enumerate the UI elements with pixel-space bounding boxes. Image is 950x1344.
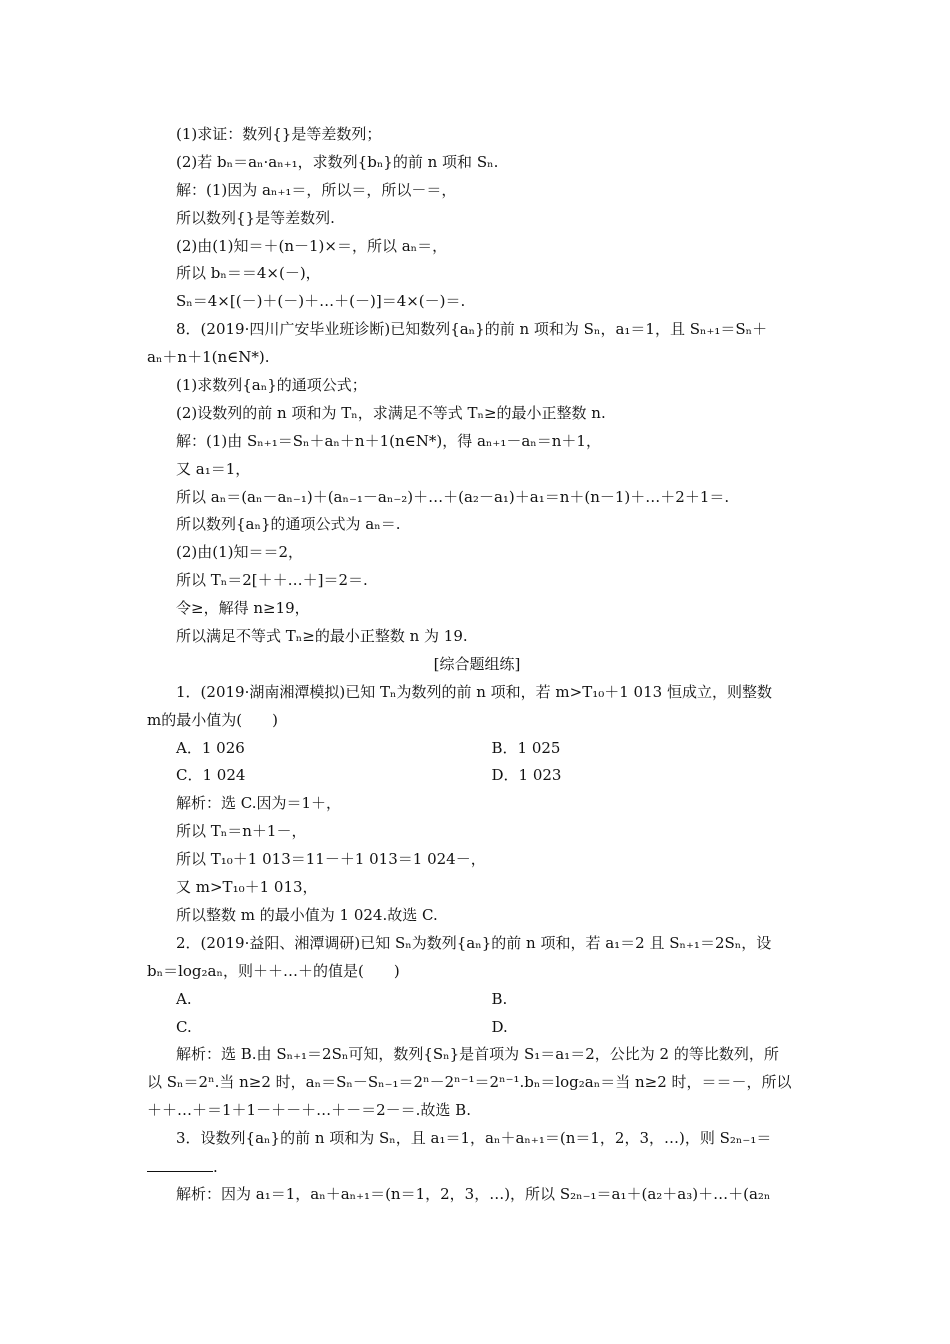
blank-tail: . bbox=[213, 1157, 218, 1176]
answer-blank bbox=[147, 1153, 213, 1172]
option-c: C. bbox=[176, 1017, 192, 1036]
problem-8-line: 8．(2019·四川广安毕业班诊断)已知数列{aₙ}的前 n 项和为 Sₙ，a₁＝1，且 Sₙ₊₁＝Sₙ＋ bbox=[176, 320, 768, 339]
text-line: aₙ＋n＋1(n∈N*). bbox=[147, 348, 270, 367]
text-line: ＋＋…＋＝1＋1－＋－＋…＋－＝2－＝.故选 B. bbox=[147, 1101, 471, 1120]
problem-2-line: 2．(2019·益阳、湘潭调研)已知 Sₙ为数列{aₙ}的前 n 项和，若 a₁＝2 且 Sₙ₊₁＝2Sₙ，设 bbox=[176, 933, 772, 952]
option-c: C．1 024 bbox=[176, 766, 246, 785]
options-row bbox=[147, 762, 807, 790]
text-line: 所以 aₙ＝(aₙ－aₙ₋₁)＋(aₙ₋₁－aₙ₋₂)＋…＋(a₂－a₁)＋a₁＝n＋(n－1)＋…＋2＋1＝. bbox=[176, 487, 730, 506]
option-b: B．1 025 bbox=[491, 738, 561, 757]
text-line: 解析：选 B.由 Sₙ₊₁＝2Sₙ可知，数列{Sₙ}是首项为 S₁＝a₁＝2，公比为 2 的等比数列，所 bbox=[176, 1045, 779, 1064]
text-line: 解析：选 C.因为＝1＋， bbox=[176, 794, 342, 813]
text-line: 所以数列{}是等差数列. bbox=[176, 208, 335, 227]
text-line: 解析：因为 a₁＝1，aₙ＋aₙ₊₁＝(n＝1，2，3，…)，所以 S₂ₙ₋₁＝a₁＋(a₂＋a₃)＋…＋(a₂ₙ bbox=[176, 1184, 771, 1203]
text-line: (2)由(1)知＝＝2， bbox=[176, 543, 304, 562]
option-d: D．1 023 bbox=[491, 766, 562, 785]
text-line: 所以 bₙ＝＝4×(－)， bbox=[176, 264, 321, 283]
option-a: A．1 026 bbox=[176, 738, 245, 757]
text-line: bₙ＝log₂aₙ，则＋＋…＋的值是( ) bbox=[147, 961, 400, 980]
options-row bbox=[147, 986, 807, 1014]
option-a: A. bbox=[176, 989, 192, 1008]
text-line: m的最小值为( ) bbox=[147, 710, 278, 729]
document-body bbox=[147, 121, 807, 1209]
option-d: D. bbox=[491, 1017, 508, 1036]
section-heading: [综合题组练] bbox=[433, 654, 521, 673]
text-line: 以 Sₙ＝2ⁿ.当 n≥2 时，aₙ＝Sₙ－Sₙ₋₁＝2ⁿ－2ⁿ⁻¹＝2ⁿ⁻¹.bₙ＝log₂aₙ＝当 n≥2 时，＝＝－，所以 bbox=[147, 1073, 792, 1092]
text-line: 所以 Tₙ＝n＋1－， bbox=[176, 822, 307, 841]
text-line: 所以数列{aₙ}的通项公式为 aₙ＝. bbox=[176, 515, 401, 534]
text-line: 又 a₁＝1， bbox=[176, 459, 251, 478]
problem-1-line: 1．(2019·湖南湘潭模拟)已知 Tₙ为数列的前 n 项和，若 m>T₁₀＋1 013 恒成立，则整数 bbox=[176, 682, 772, 701]
text-line: (1)求证：数列{}是等差数列； bbox=[176, 125, 382, 143]
text-line: (2)若 bₙ＝aₙ·aₙ₊₁，求数列{bₙ}的前 n 项和 Sₙ. bbox=[176, 152, 499, 171]
text-line: 解：(1)因为 aₙ₊₁＝，所以＝，所以－＝， bbox=[176, 180, 457, 199]
text-line: 令≥，解得 n≥19， bbox=[176, 599, 310, 618]
text-line: 所以 T₁₀＋1 013＝11－＋1 013＝1 024－， bbox=[176, 850, 486, 869]
text-line: (2)设数列的前 n 项和为 Tₙ，求满足不等式 Tₙ≥的最小正整数 n. bbox=[176, 403, 606, 422]
text-line: 解：(1)由 Sₙ₊₁＝Sₙ＋aₙ＋n＋1(n∈N*)，得 aₙ₊₁－aₙ＝n＋1， bbox=[176, 431, 601, 450]
answer-blank-line bbox=[147, 1153, 807, 1181]
problem-3-line: 3．设数列{aₙ}的前 n 项和为 Sₙ，且 a₁＝1，aₙ＋aₙ₊₁＝(n＝1，2，3，…)，则 S₂ₙ₋₁＝ bbox=[176, 1129, 772, 1148]
text-line: 所以整数 m 的最小值为 1 024.故选 C. bbox=[176, 905, 438, 924]
text-line: Sₙ＝4×[(－)＋(－)＋…＋(－)]＝4×(－)＝. bbox=[176, 292, 466, 311]
text-line: (2)由(1)知＝＋(n－1)×＝，所以 aₙ＝， bbox=[176, 236, 448, 255]
text-line: 所以满足不等式 Tₙ≥的最小正整数 n 为 19. bbox=[176, 627, 468, 646]
text-line: 所以 Tₙ＝2[＋＋…＋]＝2＝. bbox=[176, 571, 368, 590]
options-row bbox=[147, 1014, 807, 1042]
options-row bbox=[147, 735, 807, 763]
text-line: 又 m>T₁₀＋1 013， bbox=[176, 878, 318, 897]
text-line: (1)求数列{aₙ}的通项公式； bbox=[176, 376, 367, 395]
option-b: B. bbox=[491, 989, 508, 1008]
